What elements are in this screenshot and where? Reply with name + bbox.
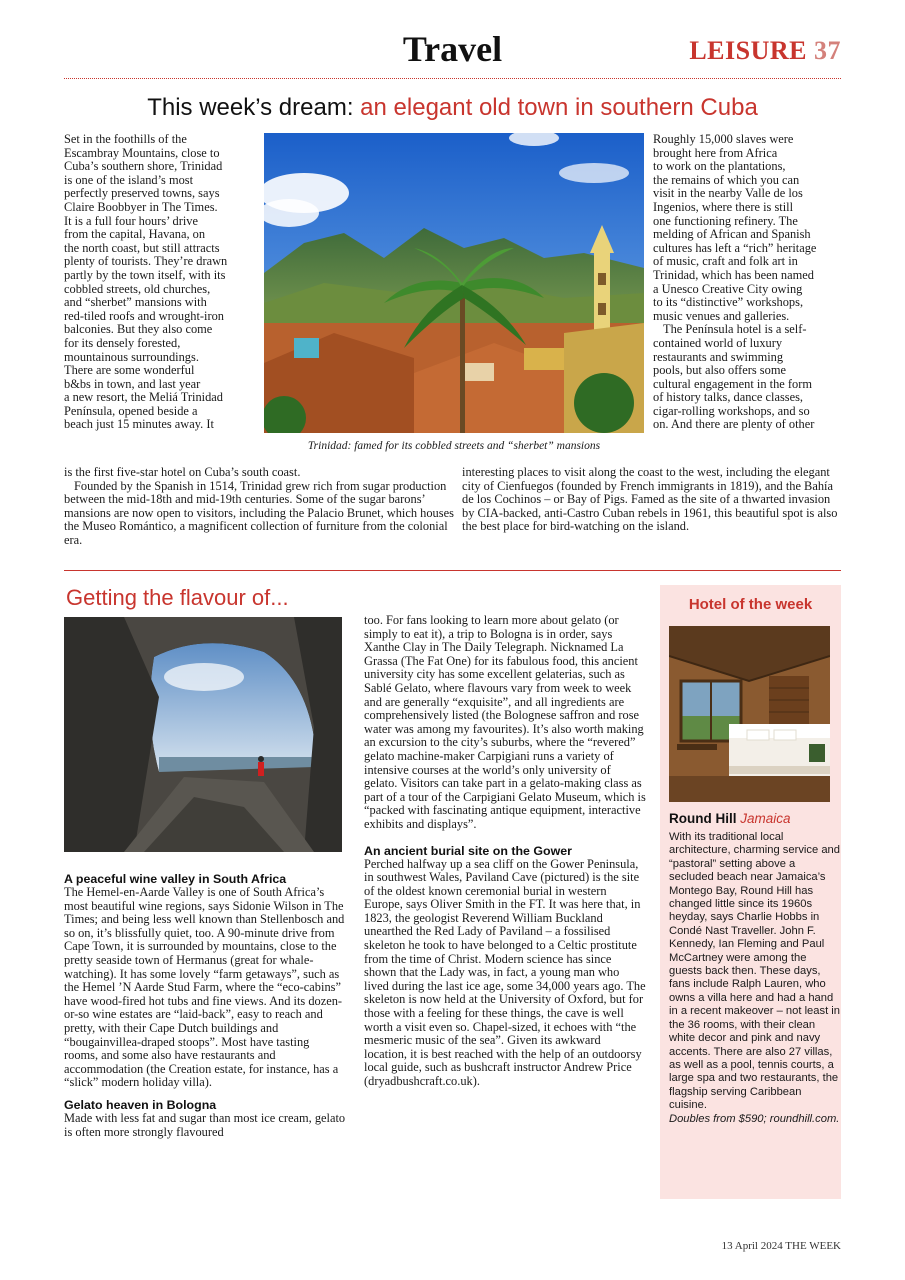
text-line: to work on the plantations,: [653, 159, 786, 174]
text-line: red-tiled roofs and wrought-iron: [64, 308, 225, 323]
dream-headline-topic: an elegant old town in southern Cuba: [360, 94, 758, 121]
text-line: plenty of tourists. They’re drawn: [64, 254, 228, 269]
text-line: the remains of which you can: [653, 172, 800, 187]
paviland-cave-photo: [64, 617, 342, 852]
text-line: music venues and galleries.: [653, 308, 790, 323]
page-footer: 13 April 2024 THE WEEK: [721, 1240, 841, 1252]
text-line: of history talks, dance classes,: [653, 390, 804, 405]
burial-subhead: An ancient burial site on the Gower: [364, 843, 572, 858]
wine-paragraph: The Hemel-en-Aarde Valley is one of South Africa’s most beautiful wine regions, says Sidonie Wilson in The Times; and being less well known than Stellenbosch and so on, it’s blissfully quiet, too. A 90-minute drive from Cape Town, it is surrounded by mountains, close to the pretty seaside town of Hermanus (great for whale-watching). It has some lovely “farm getaways”, such as the Hemel ’N Aarde Stud Farm, where the “eco-cabins” have wood-fired hot tubs and fine views. And its dozen-or-so wine estates are “laid-back”, easy to reach and pretty, with their Cape Dutch buildings and “bougainvillea-draped stoops”. Most have tasting rooms, and some also have restaurants and accommodation (the Creation estate, for instance, has a “slick” modern holiday villa).: [64, 885, 345, 1090]
gelato-paragraph-continued: too. For fans looking to learn more about gelato (or simply to eat it), a trip to Bologna is in order, says Xanthe Clay in The Daily Telegraph. Nicknamed La Grassa (The Fat One) for its fabulous food, this ancient university city has some excellent gelaterias, such as Sablé Gelato, where flavours vary from week to week and are generally “exquisite”, and all ingredients are comprehensively listed (the Bolognese saffron and rose water was among my favourites). It’s also worth making an excursion to the city’s suburbs, where the “revered” gelato machine-maker Carpigiani runs a variety of intensive courses at the world’s only university of gelato. Visitors can take part in a gelato-making class as part of a tour of the Carpigiani Gelato Museum, which is “packed with fascinating antique equipment, interactive exhibits and displays”.: [364, 613, 646, 831]
text-line: Set in the foothills of the: [64, 132, 187, 146]
text-line: Ingenios, where there is still: [653, 199, 794, 214]
text-line: for its densely forested,: [64, 335, 181, 350]
text-line: a new resort, the Meliá Trinidad: [64, 390, 223, 405]
hotel-name-line: [669, 811, 791, 826]
round-hill-illustration: [669, 626, 830, 802]
text-line: visit in the nearby Valle de los: [653, 186, 803, 201]
text-line: contained world of luxury: [653, 335, 783, 350]
text-line: cigar-rolling workshops, and so: [653, 403, 810, 418]
header-divider: [64, 78, 841, 79]
text-line: pools, but also offers some: [653, 363, 786, 378]
dream-column-left-bottom: [64, 466, 454, 548]
text-line: and “sherbet” mansions with: [64, 295, 207, 310]
dream-headline: [64, 94, 841, 122]
text-line: Claire Boobbyer in The Times.: [64, 199, 218, 214]
section-title: Travel: [402, 29, 503, 69]
trinidad-illustration: [264, 133, 644, 433]
text-line: from the capital, Havana, on: [64, 227, 206, 242]
flavour-heading: Getting the flavour of...: [66, 585, 289, 610]
dream-left-bottom-line: is the first five-star hotel on Cuba’s south coast.: [64, 465, 301, 479]
text-line: the north coast, but still attracts: [64, 240, 220, 255]
text-line: on. And there are plenty of other: [653, 417, 815, 432]
text-line: It is a full four hours’ drive: [64, 213, 198, 228]
hotel-name: Round Hill: [669, 811, 737, 826]
trinidad-photo: [264, 133, 644, 433]
leisure-label-group: [689, 36, 841, 66]
text-line: Escambray Mountains, close to: [64, 145, 220, 160]
text-line: There are some wonderful: [64, 363, 195, 378]
text-line: restaurants and swimming: [653, 349, 784, 364]
dream-column-left-lines: [64, 133, 264, 432]
text-line: Trinidad, which has been named: [653, 267, 814, 282]
text-line: balconies. But they also come: [64, 322, 213, 337]
dream-right-bottom-para: interesting places to visit along the coast to the west, including the elegant city of Cienfuegos (founded by French immigrants in 1819), and the Bahía de los Cochinos – or Bay of Pigs. Famed as the site of a thwarted invasion by CIA-backed, anti-Castro Cuban rebels in 1961, this beautiful spot is also the best place for bird-watching on the island.: [462, 465, 838, 534]
gelato-paragraph-start: Made with less fat and sugar than most ice cream, gelato is often more strongly flavoured: [64, 1110, 346, 1139]
text-line: is one of the island’s most: [64, 172, 194, 187]
text-line: cobbled streets, old churches,: [64, 281, 211, 296]
trinidad-photo-caption: Trinidad: famed for its cobbled streets and “sherbet” mansions: [307, 440, 601, 452]
text-line: mountainous surroundings.: [64, 349, 199, 364]
flavour-column-left: [64, 872, 346, 1139]
flavour-column-middle: [364, 614, 646, 1089]
page-header: [0, 28, 905, 78]
text-line: to its “distinctive” workshops,: [653, 295, 804, 310]
dream-column-left: [64, 133, 264, 432]
text-line: cultural engagement in the form: [653, 376, 812, 391]
text-line: perfectly preserved towns, says: [64, 186, 220, 201]
text-line: b&bs in town, and last year: [64, 376, 201, 391]
text-line: a Unesco Creative City owing: [653, 281, 803, 296]
text-line: one functioning refinery. The: [653, 213, 798, 228]
text-line: beach just 15 minutes away. It: [64, 417, 214, 432]
burial-paragraph: Perched halfway up a sea cliff on the Gower Peninsula, in southwest Wales, Paviland Cave (pictured) is the site of the oldest known ceremonial burial in western Europe, says Oliver Smith in the FT. It was here that, in 1823, the geologist Reverend William Buckland unearthed the Red Lady of Paviland – a fossilised skeleton he took to have belonged to a Celtic prostitute from the time of Christ. Modern science has since shown that the Lady was, in fact, a young man who lived during the last ice age, some 34,000 years ago. The skeleton is now held at the University of Oxford, but for those with a feeling for these things, the cave is well worth a visit even so. Chapel-sized, it echoes with “the mesmeric music of the sea”. Given its awkward location, it is best reached with the help of an outdoorsy local guide, such as bushcraft instructor Andrew Price (dryadbushcraft.co.uk).: [364, 856, 646, 1088]
paviland-cave-illustration: [64, 617, 342, 852]
text-line: cultures has left a “rich” heritage: [653, 240, 817, 255]
hotel-country: Jamaica: [740, 811, 791, 826]
page-number: 37: [814, 36, 841, 65]
dream-column-right-lines-para2: [653, 323, 843, 432]
text-line: melding of African and Spanish: [653, 227, 811, 242]
text-line: Península, opened beside a: [64, 403, 198, 418]
text-line: partly by the town itself, with its: [64, 267, 226, 282]
dream-column-right-bottom: [462, 466, 842, 534]
wine-subhead: A peaceful wine valley in South Africa: [64, 872, 287, 886]
dream-column-right-lines: [653, 133, 843, 323]
text-line: of music, craft and folk art in: [653, 254, 798, 269]
section-divider: [64, 570, 841, 571]
hotel-of-week-title: Hotel of the week: [688, 596, 813, 613]
hotel-description: [669, 831, 841, 1126]
hotel-price: Doubles from $590; roundhill.com.: [669, 1112, 840, 1125]
gelato-subhead: Gelato heaven in Bologna: [64, 1097, 217, 1112]
text-line: Roughly 15,000 slaves were: [653, 132, 794, 146]
leisure-label: LEISURE: [689, 36, 807, 65]
hotel-paragraph: With its traditional local architecture, charming service and “pastoral” setting above a secluded beach near Jamaica’s Montego Bay, Round Hill has changed little since its 1960s heyday, says Charlie Hobbs in Condé Nast Traveller. John F. Kennedy, Ian Fleming and Paul McCartney were among the guests back then. These days, fans include Ralph Lauren, who owns a villa here and had a hand in a recent makeover – not least in the 36 rooms, with their clean white decor and pink and navy accents. There are also 27 villas, as well as a pool, tennis courts, a large spa and two restaurants, the flagship serving Caribbean cuisine.: [669, 831, 841, 1112]
text-line: Cuba’s southern shore, Trinidad: [64, 159, 223, 174]
dream-column-right: [653, 133, 843, 432]
dream-left-para2: Founded by the Spanish in 1514, Trinidad grew rich from sugar production between the mid-18th and mid-19th centuries. Some of the sugar barons’ mansions are now open to visitors, including the Palacio Brunet, which houses the Museo Romántico, a magnificent collection of furniture from the colonial era.: [64, 478, 454, 547]
text-line: The Península hotel is a self-: [663, 322, 807, 337]
text-line: brought here from Africa: [653, 145, 778, 160]
round-hill-photo: [669, 626, 830, 802]
dream-headline-lead: This week’s dream:: [147, 94, 354, 121]
